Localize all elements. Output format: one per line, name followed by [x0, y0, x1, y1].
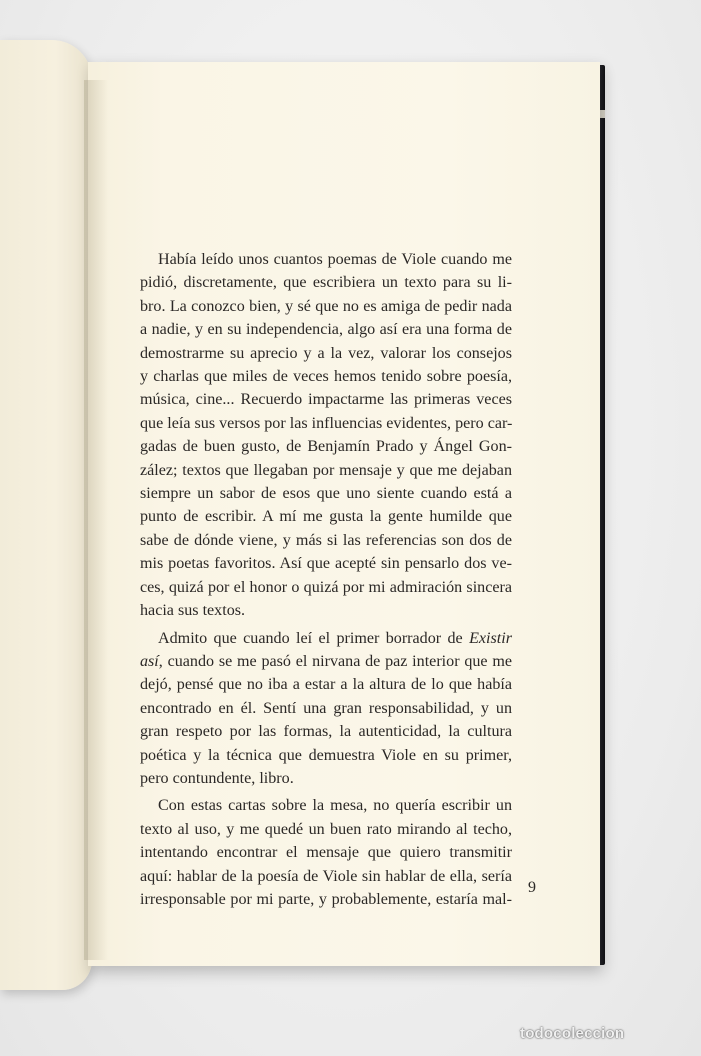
text-line — [140, 627, 512, 650]
body-text — [140, 248, 512, 911]
text-line: intentando encontrar el mensaje que quiero transmitir — [140, 844, 512, 862]
text-line: Con estas cartas sobre la mesa, no quería escribir un — [158, 797, 512, 815]
text-line: a nadie, y en su independencia, algo así era una forma de — [140, 321, 512, 339]
text-line: texto al uso, y me quedé un buen rato mirando al techo, — [140, 820, 512, 838]
text-line: ces, quizá por el honor o quizá por mi admiración sincera — [140, 578, 512, 596]
text-line: bro. La conozco bien, y sé que no es amiga de pedir nada — [140, 297, 512, 315]
text-run: Admito que cuando leí el primer borrador de — [158, 629, 470, 647]
text-line: gadas de buen gusto, de Benjamín Prado y Ángel Gon- — [140, 438, 512, 456]
text-line: poética y la técnica que demuestra Viole en su primer, — [140, 746, 512, 764]
text-line: mis poetas favoritos. Así que acepté sin pensarlo dos ve- — [140, 555, 512, 573]
text-line: música, cine... Recuerdo impactarme las primeras veces — [140, 391, 512, 409]
text-line: encontrado en él. Sentí una gran responsabilidad, y un — [140, 699, 512, 717]
text-line: punto de escribir. A mí me gusta la gente humilde que — [140, 508, 512, 526]
text-line: demostrarme su aprecio y a la vez, valorar los consejos — [140, 344, 512, 362]
book-title-italic: así — [140, 652, 159, 670]
text-line: gran respeto por las formas, la autenticidad, la cultura — [140, 723, 512, 741]
text-line: irresponsable por mi parte, y probablemente, estaría mal- — [140, 890, 512, 908]
text-line: aquí: hablar de la poesía de Viole sin hablar de ella, sería — [140, 867, 512, 885]
text-line: dejó, pensé que no iba a estar a la altura de lo que había — [140, 676, 512, 694]
text-line: pero contundente, libro. — [140, 769, 294, 787]
text-run: , cuando se me pasó el nirvana de paz interior que me — [158, 652, 512, 670]
page-number: 9 — [528, 879, 536, 896]
text-line — [140, 650, 512, 673]
watermark-logo: todocoleccion — [520, 1025, 625, 1042]
text-line: que leía sus versos por las influencias evidentes, pero car- — [140, 414, 513, 432]
text-line: pidió, discretamente, que escribiera un texto para su li- — [140, 274, 512, 292]
text-line: Había leído unos cuantos poemas de Viole cuando me — [158, 251, 512, 268]
text-line: zález; textos que llegaban por mensaje y que me dejaban — [140, 461, 512, 479]
paragraph-3 — [140, 794, 512, 911]
left-page-edge — [0, 40, 92, 990]
spine-shadow — [84, 80, 108, 960]
text-line: siempre un sabor de esos que uno siente cuando está a — [140, 485, 512, 503]
text-line: hacia sus textos. — [140, 602, 246, 620]
paragraph-2 — [140, 627, 512, 791]
book-title-italic: Existir — [469, 629, 512, 647]
text-line: sabe de dónde viene, y más si las referencias son dos de — [140, 531, 512, 549]
paragraph-1 — [140, 248, 512, 623]
text-line: y charlas que miles de veces hemos tenido sobre poesía, — [140, 368, 512, 386]
